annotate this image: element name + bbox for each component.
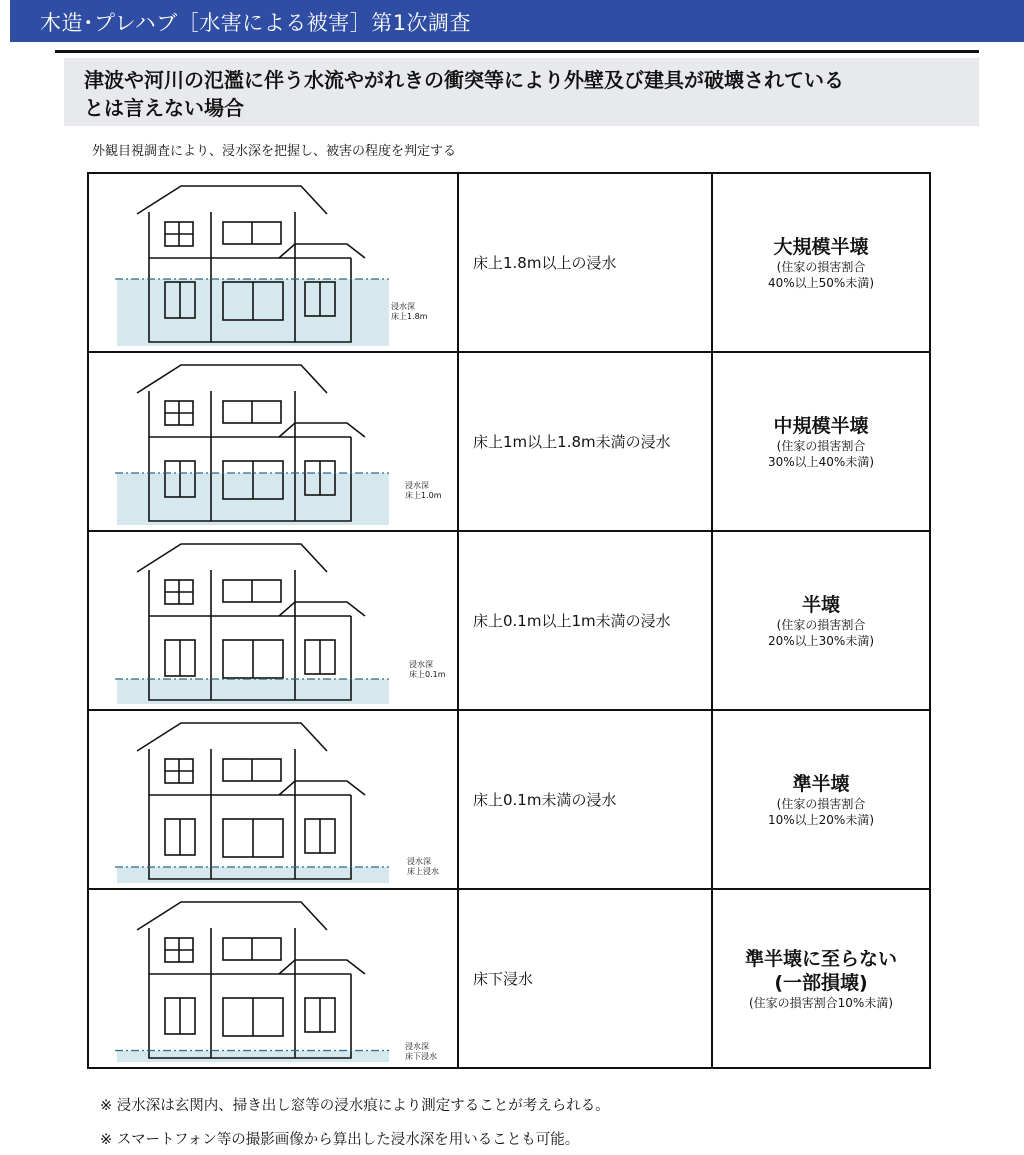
intro-text: 外観目視調査により、浸水深を把握し、被害の程度を判定する <box>92 144 457 159</box>
result-sub: 40%以上50%未満) <box>767 275 875 290</box>
table-row <box>88 531 930 710</box>
house-illustration-cell <box>88 889 458 1068</box>
result-sub: (住家の損害割合 <box>776 438 866 453</box>
note-2: ※ スマートフォン等の撮影画像から算出した浸水深を用いることも可能。 <box>100 1132 580 1148</box>
result-title: 準半壊 <box>792 772 850 795</box>
heading-line-1: 津波や河川の氾濫に伴う水流やがれきの衝突等により外壁及び建具が破壊されている <box>84 68 844 92</box>
result-sub: 10%以上20%未満) <box>767 812 875 827</box>
house-flood-icon <box>89 174 457 351</box>
roof <box>137 365 327 393</box>
house-flood-icon <box>89 890 457 1067</box>
header-rule <box>55 50 979 53</box>
window-cross <box>165 938 193 962</box>
condition-cell <box>458 352 712 531</box>
depth-label-line: 床上0.1m <box>409 670 446 679</box>
result-sub: (住家の損害割合 <box>776 796 866 811</box>
result-cell <box>712 173 930 352</box>
header-bar <box>10 0 1024 42</box>
condition-text: 床下浸水 <box>473 970 534 988</box>
house-illustration-cell <box>88 531 458 710</box>
result-sub: (住家の損害割合 <box>776 259 866 274</box>
depth-label-line: 浸水深 <box>391 302 415 311</box>
result-title: 準半壊に至らない <box>744 947 897 970</box>
flood-water <box>117 867 389 883</box>
result-cell <box>712 710 930 889</box>
condition-cell <box>458 710 712 889</box>
depth-label <box>405 481 442 501</box>
flood-water <box>117 1051 389 1063</box>
result-sub: (住家の損害割合10%未満) <box>748 995 894 1010</box>
table-row <box>88 710 930 889</box>
condition-cell <box>458 531 712 710</box>
depth-label <box>391 302 428 322</box>
depth-label-line: 床下浸水 <box>405 1052 437 1061</box>
header-title: 木造･プレハブ［水害による被害］第1次調査 <box>40 11 472 35</box>
table-row <box>88 173 930 352</box>
result-cell <box>712 352 930 531</box>
depth-label-line: 浸水深 <box>407 857 431 866</box>
house-flood-icon <box>89 532 457 709</box>
depth-label <box>409 660 446 680</box>
house-outline <box>137 723 365 879</box>
house-flood-icon <box>89 353 457 530</box>
depth-label <box>405 1042 437 1062</box>
window-cross <box>165 580 193 604</box>
house-illustration-cell <box>88 710 458 889</box>
condition-cell <box>458 173 712 352</box>
condition-text: 床上1m以上1.8m未満の浸水 <box>473 433 671 451</box>
heading-box <box>64 58 979 126</box>
roof <box>137 723 327 751</box>
house-flood-icon <box>89 711 457 888</box>
window-cross <box>165 222 193 246</box>
result-cell <box>712 889 930 1068</box>
depth-label <box>407 857 439 877</box>
depth-label-line: 床上1.8m <box>391 312 428 321</box>
house-illustration-cell <box>88 352 458 531</box>
note-1: ※ 浸水深は玄関内、掃き出し窓等の浸水痕により測定することが考えられる。 <box>100 1098 610 1114</box>
result-title-sub: (一部損壊) <box>774 971 868 994</box>
result-title: 中規模半壊 <box>773 414 869 437</box>
window-cross <box>165 759 193 783</box>
result-sub: 30%以上40%未満) <box>767 454 875 469</box>
depth-label-line: 床上浸水 <box>407 867 439 876</box>
condition-cell <box>458 889 712 1068</box>
result-sub: (住家の損害割合 <box>776 617 866 632</box>
result-sub: 20%以上30%未満) <box>767 633 875 648</box>
condition-text: 床上1.8m以上の浸水 <box>473 254 617 272</box>
heading-line-2: とは言えない場合 <box>84 96 244 120</box>
window-cross <box>165 401 193 425</box>
table-row <box>88 352 930 531</box>
depth-label-line: 浸水深 <box>409 660 433 669</box>
depth-label-line: 浸水深 <box>405 481 429 490</box>
roof <box>137 902 327 930</box>
roof <box>137 186 327 214</box>
result-cell <box>712 531 930 710</box>
result-title: 半壊 <box>801 593 840 616</box>
depth-label-line: 浸水深 <box>405 1042 429 1051</box>
roof <box>137 544 327 572</box>
depth-label-line: 床上1.0m <box>405 491 442 500</box>
damage-table <box>87 172 931 1069</box>
result-title: 大規模半壊 <box>773 235 869 258</box>
house-outline <box>137 902 365 1058</box>
house-outline <box>137 544 365 700</box>
table-row <box>88 889 930 1068</box>
condition-text: 床上0.1m以上1m未満の浸水 <box>473 612 671 630</box>
condition-text: 床上0.1m未満の浸水 <box>473 791 617 809</box>
house-illustration-cell <box>88 173 458 352</box>
